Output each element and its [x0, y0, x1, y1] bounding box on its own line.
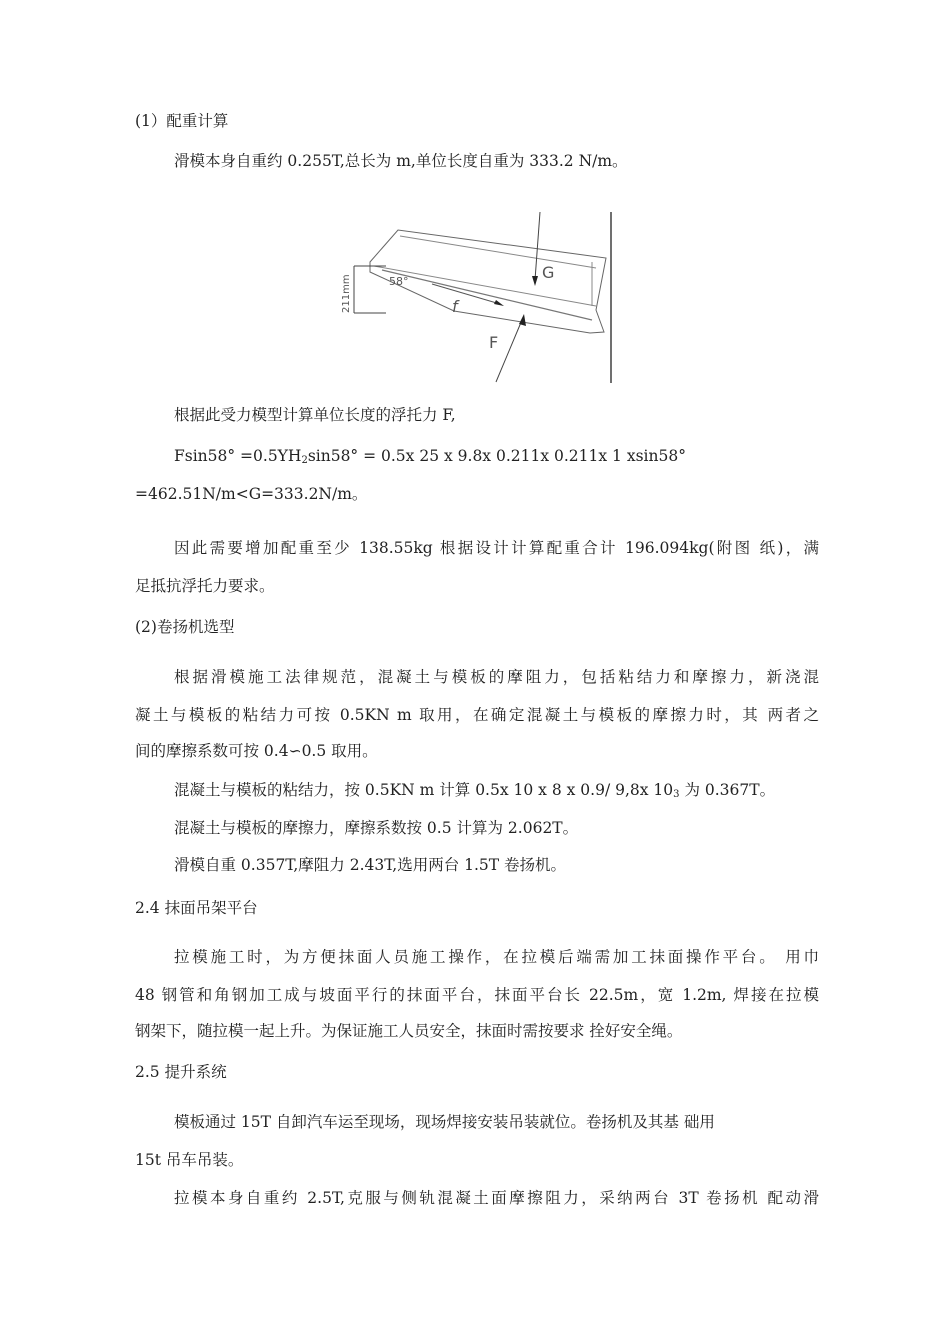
friction-para-line-1: 根据滑模施工法律规范，混凝土与模板的摩阻力，包括粘结力和摩擦力，新浇混: [174, 668, 819, 686]
dim-label: 211mm: [341, 274, 352, 313]
lift-para-line-1: 模板通过 15T 自卸汽车运至现场，现场焊接安装吊装就位。卷扬机及其基 础用: [174, 1113, 715, 1131]
lift-heading: 2.5 提升系统: [135, 1063, 227, 1081]
adhesion-line: [174, 780, 775, 805]
gravity-label: G: [542, 263, 555, 282]
winch-heading: (2)卷扬机选型: [135, 618, 235, 636]
friction-arrow-head: [494, 300, 504, 306]
force-diagram: [334, 206, 624, 388]
buoyancy-arrow-head: [519, 314, 526, 326]
adhesion-part-a: 混凝土与模板的粘结力，按 0.5KN m 计算 0.5x 10 x 8 x 0.9/ 9,8x 10: [174, 781, 674, 799]
buoyancy-label: F: [489, 333, 499, 352]
friction-line: 混凝土与模板的摩擦力，摩擦系数按 0.5 计算为 2.062T。: [174, 819, 579, 837]
formula-part-b: sin58° = 0.5x 25 x 9.8x 0.211x 0.211x 1 xsin58°: [307, 447, 686, 465]
counterweight-para-line-1: 因此需要增加配重至少 138.55kg 根据设计计算配重合计 196.094kg(附图 纸)，满: [174, 539, 819, 557]
friction-para-line-2: 凝土与模板的粘结力可按 0.5KN m 取用，在确定混凝土与模板的摩擦力时，其 两者之: [135, 706, 819, 724]
angle-label: 58°: [389, 275, 409, 288]
adhesion-subscript: 3: [673, 789, 680, 800]
slide-form-top-line: [400, 236, 596, 268]
formula-part-a: Fsin58° =0.5YH: [174, 447, 302, 465]
formula-result: =462.51N/m<G=333.2N/m。: [135, 485, 368, 503]
buoyancy-arrow-line: [496, 320, 522, 382]
buoyancy-intro: 根据此受力模型计算单位长度的浮托力 F,: [174, 406, 456, 424]
lift-para-line-2: 15t 吊车吊装。: [135, 1151, 244, 1169]
gravity-arrow-head: [532, 276, 538, 286]
slope-line: [382, 270, 592, 320]
platform-heading: 2.4 抹面吊架平台: [135, 899, 258, 917]
formula-line: [174, 446, 686, 471]
self-weight-line: 滑模本身自重约 0.255T,总长为 m,单位长度自重为 333.2 N/m。: [174, 152, 628, 170]
counterweight-para-line-2: 足抵抗浮托力要求。: [135, 577, 275, 595]
gravity-arrow-line: [535, 212, 540, 280]
winch-selection-line: 滑模自重 0.357T,摩阻力 2.43T,选用两台 1.5T 卷扬机。: [174, 856, 567, 874]
friction-label: f: [452, 297, 458, 316]
platform-para-line-1: 拉模施工时，为方便抹面人员施工操作，在拉模后端需加工抹面操作平台。 用巾: [174, 948, 819, 966]
counterweight-heading: (1）配重计算: [135, 112, 229, 130]
lift-para-line-3: 拉模本身自重约 2.5T,克服与侧轨混凝土面摩擦阻力，采纳两台 3T 卷扬机 配动滑: [174, 1189, 819, 1207]
friction-para-line-3: 间的摩擦系数可按 0.4∽0.5 取用。: [135, 742, 378, 760]
platform-para-line-2: 48 钢管和角钢加工成与坡面平行的抹面平台，抹面平台长 22.5m，宽 1.2m, 焊接在拉模: [135, 986, 819, 1004]
formula-subscript: 2: [301, 455, 308, 466]
force-diagram-svg: [334, 206, 624, 388]
adhesion-part-b: 为 0.367T。: [679, 781, 776, 799]
platform-para-line-3: 钢架下，随拉模一起上升。为保证施工人员安全，抹面时需按要求 拴好安全绳。: [135, 1022, 683, 1040]
